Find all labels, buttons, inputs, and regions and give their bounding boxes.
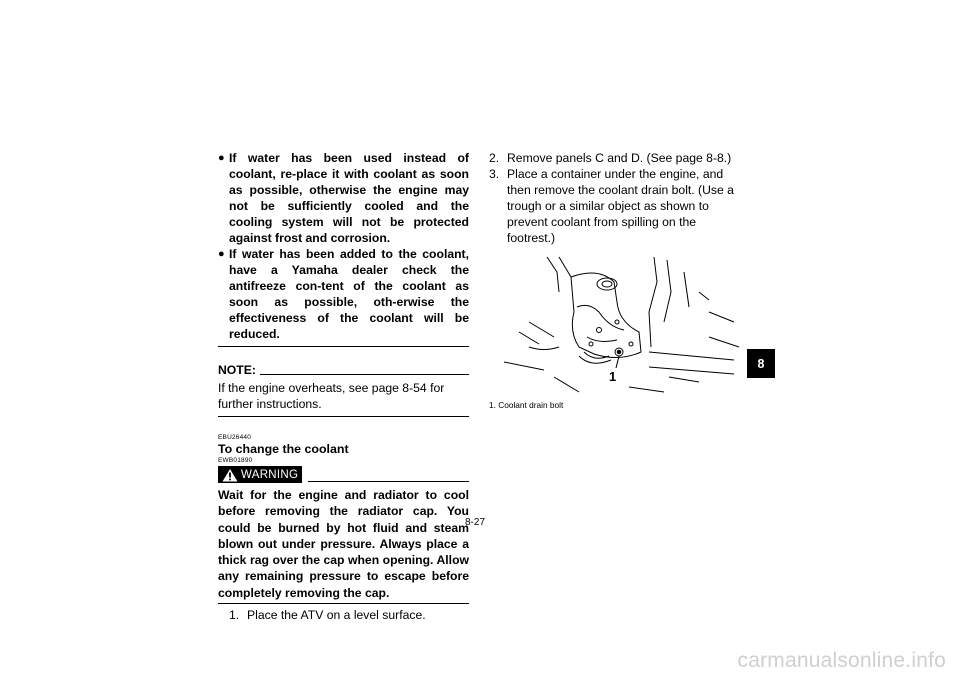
step-item xyxy=(489,150,744,166)
step-text: Place the ATV on a level surface. xyxy=(247,608,426,623)
warning-header xyxy=(218,466,469,483)
engine-drawing xyxy=(499,252,744,397)
watermark: carmanualsonline.info xyxy=(737,649,946,672)
callout-number: 1 xyxy=(609,369,617,384)
page-number: 8-27 xyxy=(465,517,486,528)
warning-code: EWB01890 xyxy=(218,457,253,464)
warning-rule xyxy=(308,481,469,482)
step-item xyxy=(489,166,744,246)
bullet-dot-icon: ● xyxy=(218,248,225,260)
left-column xyxy=(218,150,469,623)
warning-badge xyxy=(218,466,302,483)
step-number: 3. xyxy=(489,167,500,181)
warning-label: WARNING xyxy=(241,468,299,481)
bullet-item xyxy=(218,246,469,342)
note-header xyxy=(218,363,469,377)
chapter-tab: 8 xyxy=(747,349,775,378)
step-text: Remove panels C and D. (See page 8-8.) xyxy=(507,151,732,165)
warning-end-rule xyxy=(218,603,469,604)
bullet-text: If water has been used instead of coolant, re-place it with coolant as soon as possible, otherwise the engine may not be sufficiently cooled and the cooling system will not be protected against frost and corrosion. xyxy=(229,151,469,245)
step-text: Place a container under the engine, and then remove the coolant drain bolt. (Use a trough or a similar object as shown to prevent coolant from spilling on the footrest.) xyxy=(507,167,734,245)
note-end-rule xyxy=(218,416,469,417)
figure-caption: 1. Coolant drain bolt xyxy=(489,400,564,410)
note-label: NOTE: xyxy=(218,363,256,377)
section-code: EBU26440 xyxy=(218,434,252,441)
bullet-item xyxy=(218,150,469,246)
engine-illustration xyxy=(499,252,744,397)
step-number: 1. xyxy=(229,608,240,623)
step-list xyxy=(229,607,469,623)
warning-text: Wait for the engine and radiator to cool before removing the radiator cap. You could be burned by hot fluid and steam blown out under pressure. Always place a thick rag over the cap when opening. Allow any remaining pressure to escape before completely removing the cap. xyxy=(218,488,469,600)
bullet-text: If water has been added to the coolant, have a Yamaha dealer check the antifreeze con-tent of the coolant as soon as possible, oth-erwise the effectiveness of the coolant will be reduced. xyxy=(229,247,469,341)
section-heading: To change the coolant xyxy=(218,442,349,456)
step-item xyxy=(229,607,469,623)
note-rule xyxy=(260,374,469,375)
bullet-dot-icon: ● xyxy=(218,152,225,164)
warning-triangle-icon xyxy=(222,468,238,482)
note-text: If the engine overheats, see page 8-54 for further instructions. xyxy=(218,381,445,411)
right-column xyxy=(489,150,744,410)
step-number: 2. xyxy=(489,151,500,165)
step-list xyxy=(489,150,744,246)
divider xyxy=(218,346,469,347)
